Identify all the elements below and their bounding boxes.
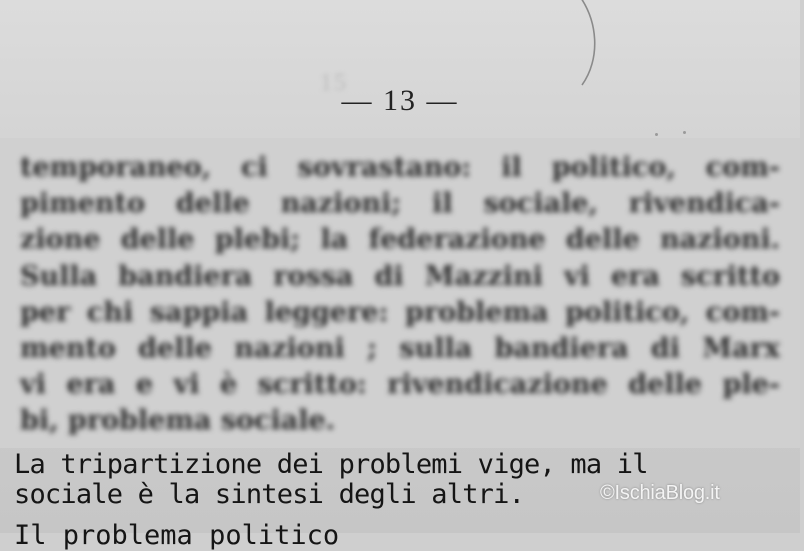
page-header-area xyxy=(0,0,800,140)
bleed-through-text: 15 xyxy=(320,70,348,96)
blurred-line-1: temporaneo, ci sovrastano: il politico, com- xyxy=(20,152,780,183)
print-speck xyxy=(655,133,658,136)
blurred-line-5: per chi sappia leggere: problema politico, com- xyxy=(20,296,780,328)
blurred-line-8: bi, problema sociale. xyxy=(20,405,336,437)
print-speck xyxy=(683,131,686,134)
blurred-line-7: vi era e vi è scritto: rivendicazione delle ple- xyxy=(20,369,780,401)
sharp-line-1: La tripartizione dei problemi vige, ma il xyxy=(14,449,648,480)
sharp-line-2: sociale è la sintesi degli altri. xyxy=(14,479,525,510)
cut-off-line: Il problema politico xyxy=(14,520,340,551)
blurred-line-4: Sulla bandiera rossa di Mazzini vi era scritto xyxy=(20,260,780,292)
blurred-line-6: mento delle nazioni ; sulla bandiera di Marx xyxy=(20,333,780,365)
blurred-paragraph xyxy=(20,150,780,440)
blurred-line-3: zione delle plebi; la federazione delle nazioni. xyxy=(20,224,780,256)
page-number: — 13 — xyxy=(341,84,459,117)
blurred-line-2: pimento delle nazioni; il sociale, rivendica- xyxy=(20,188,780,220)
watermark-logo: ©IschiaBlog.it xyxy=(600,482,720,504)
page-curl-line xyxy=(520,0,610,90)
